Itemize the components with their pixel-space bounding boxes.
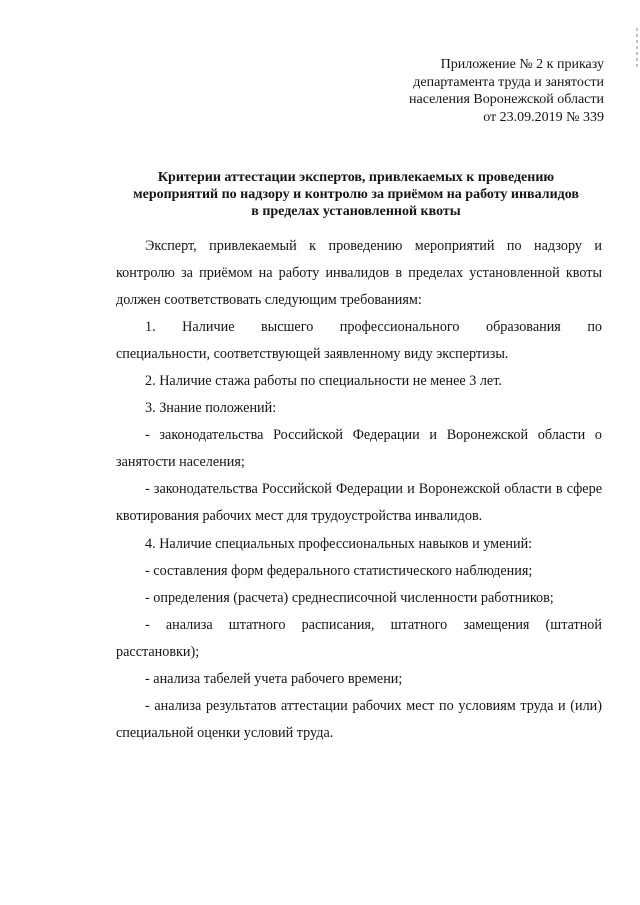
intro-paragraph: Эксперт, привлекаемый к проведению мероприятий по надзору и контролю за приёмом на работу инвалидов в пределах установленной квоты должен соответствовать следующим требованиям: xyxy=(116,238,602,308)
item-1-continuation: специальности, соответствующей заявленному виду экспертизы. xyxy=(116,346,509,362)
appendix-line: от 23.09.2019 № 339 xyxy=(483,109,604,125)
title-line: в пределах установленной квоты xyxy=(251,204,461,219)
item-4-subitem: - анализа табелей учета рабочего времени; xyxy=(145,671,403,687)
item-1-word: образования xyxy=(485,319,561,335)
item-3: 3. Знание положений: xyxy=(145,400,277,416)
item-3-subitem: - законодательства Российской Федерации и Воронежской области о занятости населения; xyxy=(116,427,602,470)
item-4-subitem: - анализа результатов аттестации рабочих мест по условиям труда и (или) специальной оценки условий труда. xyxy=(116,698,602,741)
title-line: Критерии аттестации экспертов, привлекаемых к проведению xyxy=(157,170,555,185)
appendix-line: Приложение № 2 к приказу xyxy=(440,57,604,72)
item-1-first-line xyxy=(145,314,602,341)
item-2: 2. Наличие стажа работы по специальности не менее 3 лет. xyxy=(145,373,502,389)
appendix-line: департамента труда и занятости xyxy=(413,74,604,90)
item-4: 4. Наличие специальных профессиональных навыков и умений: xyxy=(145,536,533,552)
item-3-subitem: - законодательства Российской Федерации и Воронежской области в сфере квотирования рабочих мест для трудоустройства инвалидов. xyxy=(116,481,602,524)
document-title xyxy=(96,169,616,220)
scan-edge-mark xyxy=(636,28,638,70)
item-1-word: 1. xyxy=(145,319,156,335)
item-4-subitem: - определения (расчета) среднесписочной численности работников; xyxy=(145,590,554,606)
title-line: мероприятий по надзору и контролю за приёмом на работу инвалидов xyxy=(133,187,579,202)
appendix-line: населения Воронежской области xyxy=(409,92,604,107)
item-1-word: Наличие xyxy=(182,319,235,335)
item-1-word: высшего xyxy=(260,319,314,335)
appendix-header xyxy=(409,56,604,126)
item-1-word: профессионального xyxy=(339,319,460,335)
item-4-subitem: - составления форм федерального статистического наблюдения; xyxy=(145,563,533,579)
document-body xyxy=(116,233,602,747)
item-4-subitem: - анализа штатного расписания, штатного замещения (штатной расстановки); xyxy=(116,617,602,660)
item-1-word: по xyxy=(587,319,602,335)
